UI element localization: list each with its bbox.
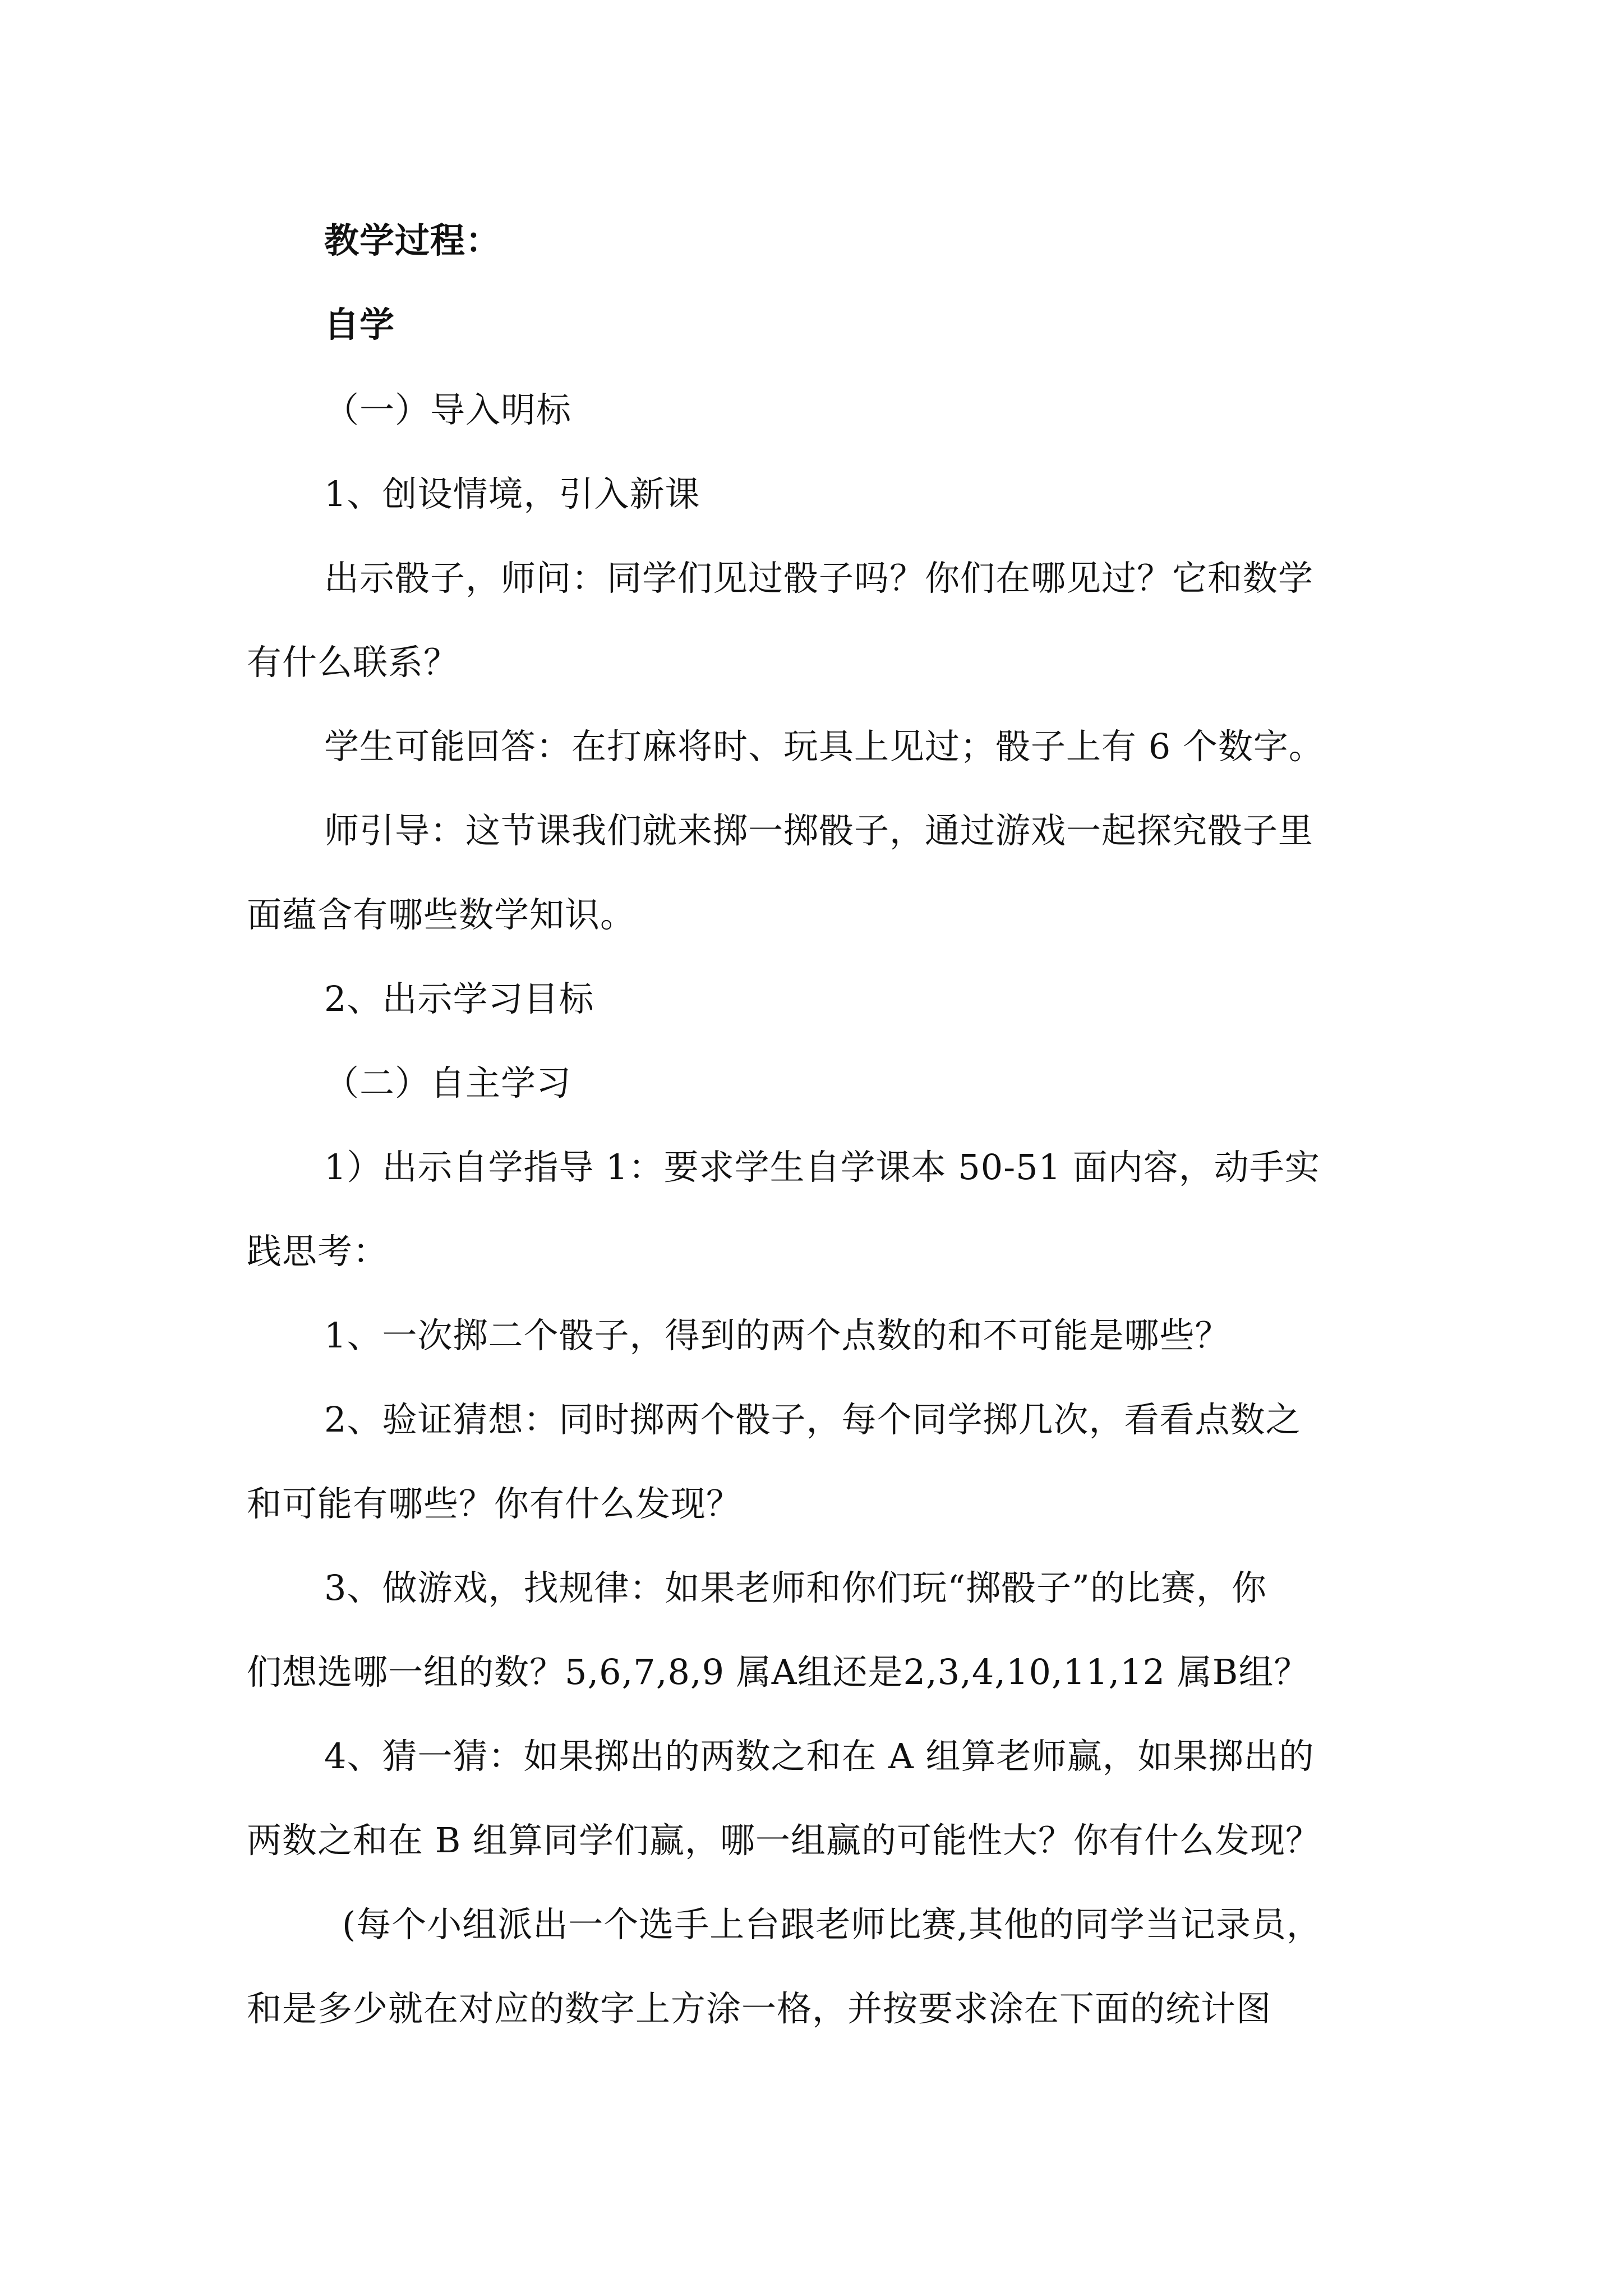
- paragraph-line: 1、创设情境，引入新课: [324, 473, 700, 514]
- paragraph-line: 践思考：: [247, 1231, 389, 1272]
- paragraph-line: (每个小组派出一个选手上台跟老师比赛,其他的同学当记录员，: [342, 1904, 1322, 1945]
- paragraph-line: 1）出示自学指导 1：要求学生自学课本 50-51 面内容，动手实: [324, 1147, 1320, 1188]
- paragraph-line: （二）自主学习: [324, 1062, 572, 1103]
- paragraph-line: 2、验证猜想：同时掷两个骰子，每个同学掷几次，看看点数之: [324, 1399, 1301, 1440]
- paragraph-line: 和可能有哪些？你有什么发现？: [247, 1483, 742, 1524]
- paragraph-line: 3、做游戏，找规律：如果老师和你们玩“掷骰子”的比赛，你: [324, 1567, 1267, 1608]
- paragraph-line: 两数之和在 B 组算同学们赢，哪一组赢的可能性大？你有什么发现？: [247, 1820, 1321, 1861]
- paragraph-line: 师引导：这节课我们就来掷一掷骰子，通过游戏一起探究骰子里: [324, 810, 1314, 851]
- paragraph-line: 面蕴含有哪些数学知识。: [247, 894, 636, 935]
- paragraph-line: 4、猜一猜：如果掷出的两数之和在 A 组算老师赢，如果掷出的: [324, 1736, 1315, 1777]
- paragraph-line: 学生可能回答：在打麻将时、玩具上见过；骰子上有 6 个数字。: [324, 726, 1324, 767]
- section-heading: 教学过程：: [324, 220, 501, 261]
- paragraph-line: 和是多少就在对应的数字上方涂一格，并按要求涂在下面的统计图: [247, 1988, 1272, 2029]
- paragraph-line: 们想选哪一组的数？5,6,7,8,9 属A组还是2,3,4,10,11,12 属B组？: [247, 1651, 1310, 1692]
- section-subheading: 自学: [324, 304, 395, 345]
- paragraph-line: 1、一次掷二个骰子，得到的两个点数的和不可能是哪些？: [324, 1315, 1230, 1356]
- paragraph-line: 2、出示学习目标: [324, 978, 594, 1019]
- paragraph-line: 出示骰子，师问：同学们见过骰子吗？你们在哪见过？它和数学: [324, 558, 1314, 599]
- paragraph-line: 有什么联系？: [247, 642, 459, 683]
- paragraph-line: （一）导入明标: [324, 389, 572, 430]
